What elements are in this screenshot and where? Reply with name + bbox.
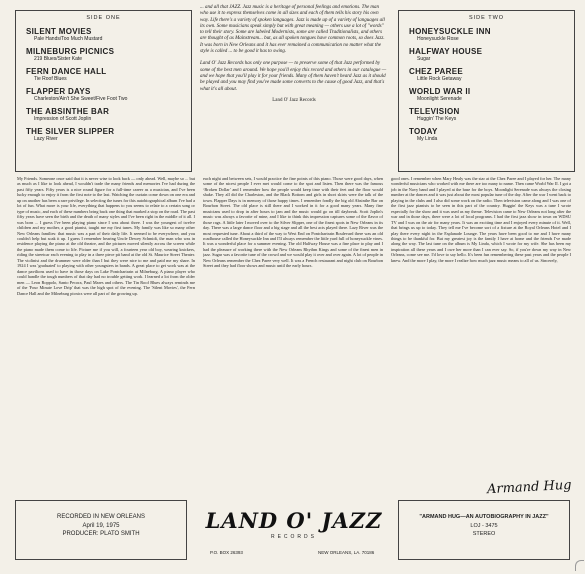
track-subtitle: Little Rock Getaway: [417, 76, 462, 82]
side-two-track-5: [409, 107, 574, 122]
track-title: FLAPPER DAYS: [26, 87, 91, 96]
track-title: CHEZ PAREE: [409, 67, 463, 76]
track-title: TODAY: [409, 127, 438, 136]
liner-notes-col-2: each night and between sets, I would practice the fine points of this piano. Those were good days, when some of the nicest people I ever met would come to the spot and listen. Then there was the famous ‘Broken Dollar’ and I remember how the people would keep time with their feet and the floor would shake. They all did the Charleston, and the Black Bottom and girls in short skirts were the talk of the town. Flapper Days is in memory of those happy times. I remember fondly the big old Absinthe Bar on Bourbon Street. The old place is still there and I worked in it for a good many years. Many fine musicians used to drop in after hours to jam and the music would go on till daybreak. Scott Joplin's music was always a favorite of mine, and I like to think this impression captures some of the flavor of those rags. A little later I moved over to the Silver Slipper, one of the finest spots in New Orleans in its day. There was a large dance floor and a big stage and all the best acts played there. Lazy River was the most requested tune. About a third of the way to West End on Pontchartrain Boulevard there was an old roadhouse called the Honeysuckle Inn and I'll always remember the little yard full of honeysuckle vines. It was a wonderful place for a summer evening. The old Halfway House was a fine place to play and I had the pleasure of working there with the New Orleans Rhythm Kings and some of the finest men in jazz. Sugar was a favorite tune of the crowd and we would play it over and over again. A lot of people in New Orleans remember the Chez Paree very well. It was a French restaurant and night club on Bourbon Street and they had floor shows and music until the early hours.: [203, 176, 383, 269]
track-subtitle: Honeysuckle Rose: [417, 36, 459, 42]
stereo-label: STEREO: [472, 531, 496, 537]
logo-text: LAND O' JAZZ: [205, 508, 383, 533]
track-subtitle: Tie Roof Blues: [34, 76, 67, 82]
track-title: MILNEBURG PICNICS: [26, 47, 115, 56]
blurb-paragraph-2: Land O' Jazz Records has only one purpose — to preserve some of that Jazz performed by some of the best men around. We hope you'll enjoy this record and others in our catalogue — and we hope that you'll play it for your friends. Many of them haven't heard Jazz as it should be played and you may find you've made some converts to the cause of good Jazz, and that's what it's all about.: [200, 61, 387, 92]
recording-info-box: [15, 500, 187, 560]
track-title: HONEYSUCKLE INN: [409, 27, 491, 36]
side-two-panel: [398, 10, 575, 172]
liner-notes-col-1: My Friends. Someone once said that it is never wise to look back — only ahead. Well, maybe so ... but as much as I like to look ahead, I wouldn't trade the many friends and memories I've had during the past fifty years. Fifty years is a nice round figure for a full-time career as a musician, and I've been lucky enough to enjoy it from the first note to the last. Watching the curtain come down on one era and up on another has been a rare privilege. In selecting the tunes for this autobiographical album I've had a lot of fun. What more is your life, everything that happens to you seems to relate to a certain song or type of music, and each of these numbers bring back one thing that marked a stop on the road. The past fifty years have seen the birth and the death of many styles and I've been right in the middle of it all. I was born ... I guess I've been playing piano since I was about three. I was the youngest of twelve children and my mother, a good pianist, taught me my first tunes. My family was like so many other New Orleans families: that music was a part of their daily life. It seemed to be everywhere, and you couldn't help but soak it up. I guess I remember hearing Uncle Dewey Schmidt, the man who was in residence playing the piano at the old theatre, and the pictures moved silently across the screen while the piano made them come to life. Picture me if you will, a fourteen year old boy, wearing knickers, riding the streetcar each evening to play in a three piece pit band at the old St. Maurice Street Theater. The violinist and the drummer were older than I but they were nice to me and paid me my share. In 1924 I was 'graduated' to playing with other youngsters in bands. A great place to get work was at the dance pavilions used to have in those days on Lake Pontchartrain at Milneburg. A piano player who could handle the tough numbers of that day had no trouble getting work. I learned a lot from the older men — Leon Roppolo, Santo Pecora, Paul Mares and others. The Tin Roof Blues always reminds me of the 'Four Minute Love Drip' that was the high spot of the evening. The 'Silent Movies', the Fern Dance Hall and the Milneburg picnics were all part of the growing up.: [17, 176, 195, 296]
blurb-paragraph-1: ... and all that JAZZ. Jazz music is a heritage of personal feelings and emotions. The man who use it to express themselves come in all sizes and each of them tells his story his own way. Life there's a variety of spoken languages. Jazz is made up of a variety of languages all its own. Some musicians speak simply but with great meaning — others use a lot of "words" to tell their story. Some are labeled Modernists, some are called Traditionalists, and others are thought of as Mainstream... but, as all spoken tongues have common roots, so does Jazz. It was born in New Orleans and it has ever remained a communication no matter what the style is called ... to be good it has to swing.: [200, 5, 385, 55]
recording-date: April 19, 1975: [82, 522, 120, 529]
address-left: P.O. BOX 26393: [210, 550, 243, 555]
side-two-track-4: [409, 87, 574, 102]
track-title: WORLD WAR II: [409, 87, 471, 96]
side-one-track-1: [26, 27, 191, 42]
side-one-track-2: [26, 47, 191, 62]
side-one-track-list: [16, 27, 191, 142]
side-two-track-3: [409, 67, 574, 82]
album-info-box: [398, 500, 570, 560]
track-subtitle: Impression of Scott Joplin: [34, 116, 92, 122]
blurb-signoff: Land O' Jazz Records: [272, 97, 316, 103]
side-one-track-5: [26, 107, 191, 122]
track-title: FERN DANCE HALL: [26, 67, 107, 76]
track-title: TELEVISION: [409, 107, 460, 116]
album-title: "ARMAND HUG—AN AUTOBIOGRAPHY IN JAZZ": [419, 514, 549, 520]
track-subtitle: Charleston/Ain't She Sweet/Five Foot Two: [34, 96, 128, 102]
catalog-number: LOJ - 3475: [470, 522, 498, 529]
side-one-heading: SIDE ONE: [86, 15, 121, 21]
track-title: THE ABSINTHE BAR: [26, 107, 110, 116]
side-two-track-2: [409, 47, 574, 62]
liner-notes-col-3: good ones. I remember when Mary Healy was the star at the Chez Paree and I played for her. The many wonderful musicians who worked with me there are too many to name. Then came World War II. I got a job in the Navy band and I played at the base for the boys. Moonlight Serenade was always the closing number at the dances and it was just about the most popular tune of the day. After the war I went back to playing in the clubs and I also did some work on the radio. Then television came along and I was one of the first jazz pianists to be seen in this part of the country. Huggin' the Keys was a tune I wrote especially for the show and it was used as my theme. Television came to New Orleans not long after the war and in those days, there were a lot of local programs. I had the first jazz show in town on WDSU TV and I was on the air for many years. It was an exciting time and I enjoyed every minute of it. Well, that brings us up to today. They tell me I've become sort of a fixture at the Royal Orleans Hotel and I play there every night in the Esplanade Lounge. The years have been good to me and I have many things to be thankful for. But my greatest joy is the family I have at home and the friends I've made along the way. The last tune on the album is My Linda, which I wrote for my wife. She has been my inspiration all these years and I owe her more than I can ever say. So, if you're down my way in New Orleans, come see me. I'd love to say hello. It's been fun remembering these past years and the people I knew. And the more I play, the more I realize how much jazz music means to all of us. Sincerely,: [391, 176, 571, 263]
side-two-track-1: [409, 27, 574, 42]
producer: PRODUCER: PLATO SMITH: [62, 531, 140, 537]
logo-subtext: RECORDS: [270, 534, 317, 540]
track-subtitle: Lazy River: [34, 136, 58, 142]
address-right: NEW ORLEANS, LA. 70186: [318, 550, 375, 555]
track-subtitle: Huggin' The Keys: [417, 116, 457, 122]
track-title: HALFWAY HOUSE: [409, 47, 483, 56]
recorded-in: RECORDED IN NEW ORLEANS: [56, 514, 145, 520]
track-subtitle: My Linda: [417, 136, 438, 142]
side-one-track-3: [26, 67, 191, 82]
side-two-heading: SIDE TWO: [468, 15, 505, 21]
track-title: THE SILVER SLIPPER: [26, 127, 115, 136]
label-logo: [205, 508, 383, 540]
track-subtitle: Sugar: [417, 56, 431, 62]
side-one-track-4: [26, 87, 191, 102]
track-subtitle: 219 Blues/Sister Kate: [34, 56, 83, 62]
track-title: SILENT MOVIES: [26, 27, 92, 36]
side-one-panel: [15, 10, 192, 172]
track-subtitle: Pale Hands/Too Much Mustard: [34, 36, 103, 42]
signature: Armand Hug: [486, 477, 572, 498]
side-two-track-list: [399, 27, 574, 142]
corner-mark: [575, 560, 584, 571]
track-subtitle: Moonlight Serenade: [417, 96, 462, 102]
side-one-track-6: [26, 127, 191, 142]
side-two-track-6: [409, 127, 574, 142]
center-blurb: [200, 5, 388, 173]
